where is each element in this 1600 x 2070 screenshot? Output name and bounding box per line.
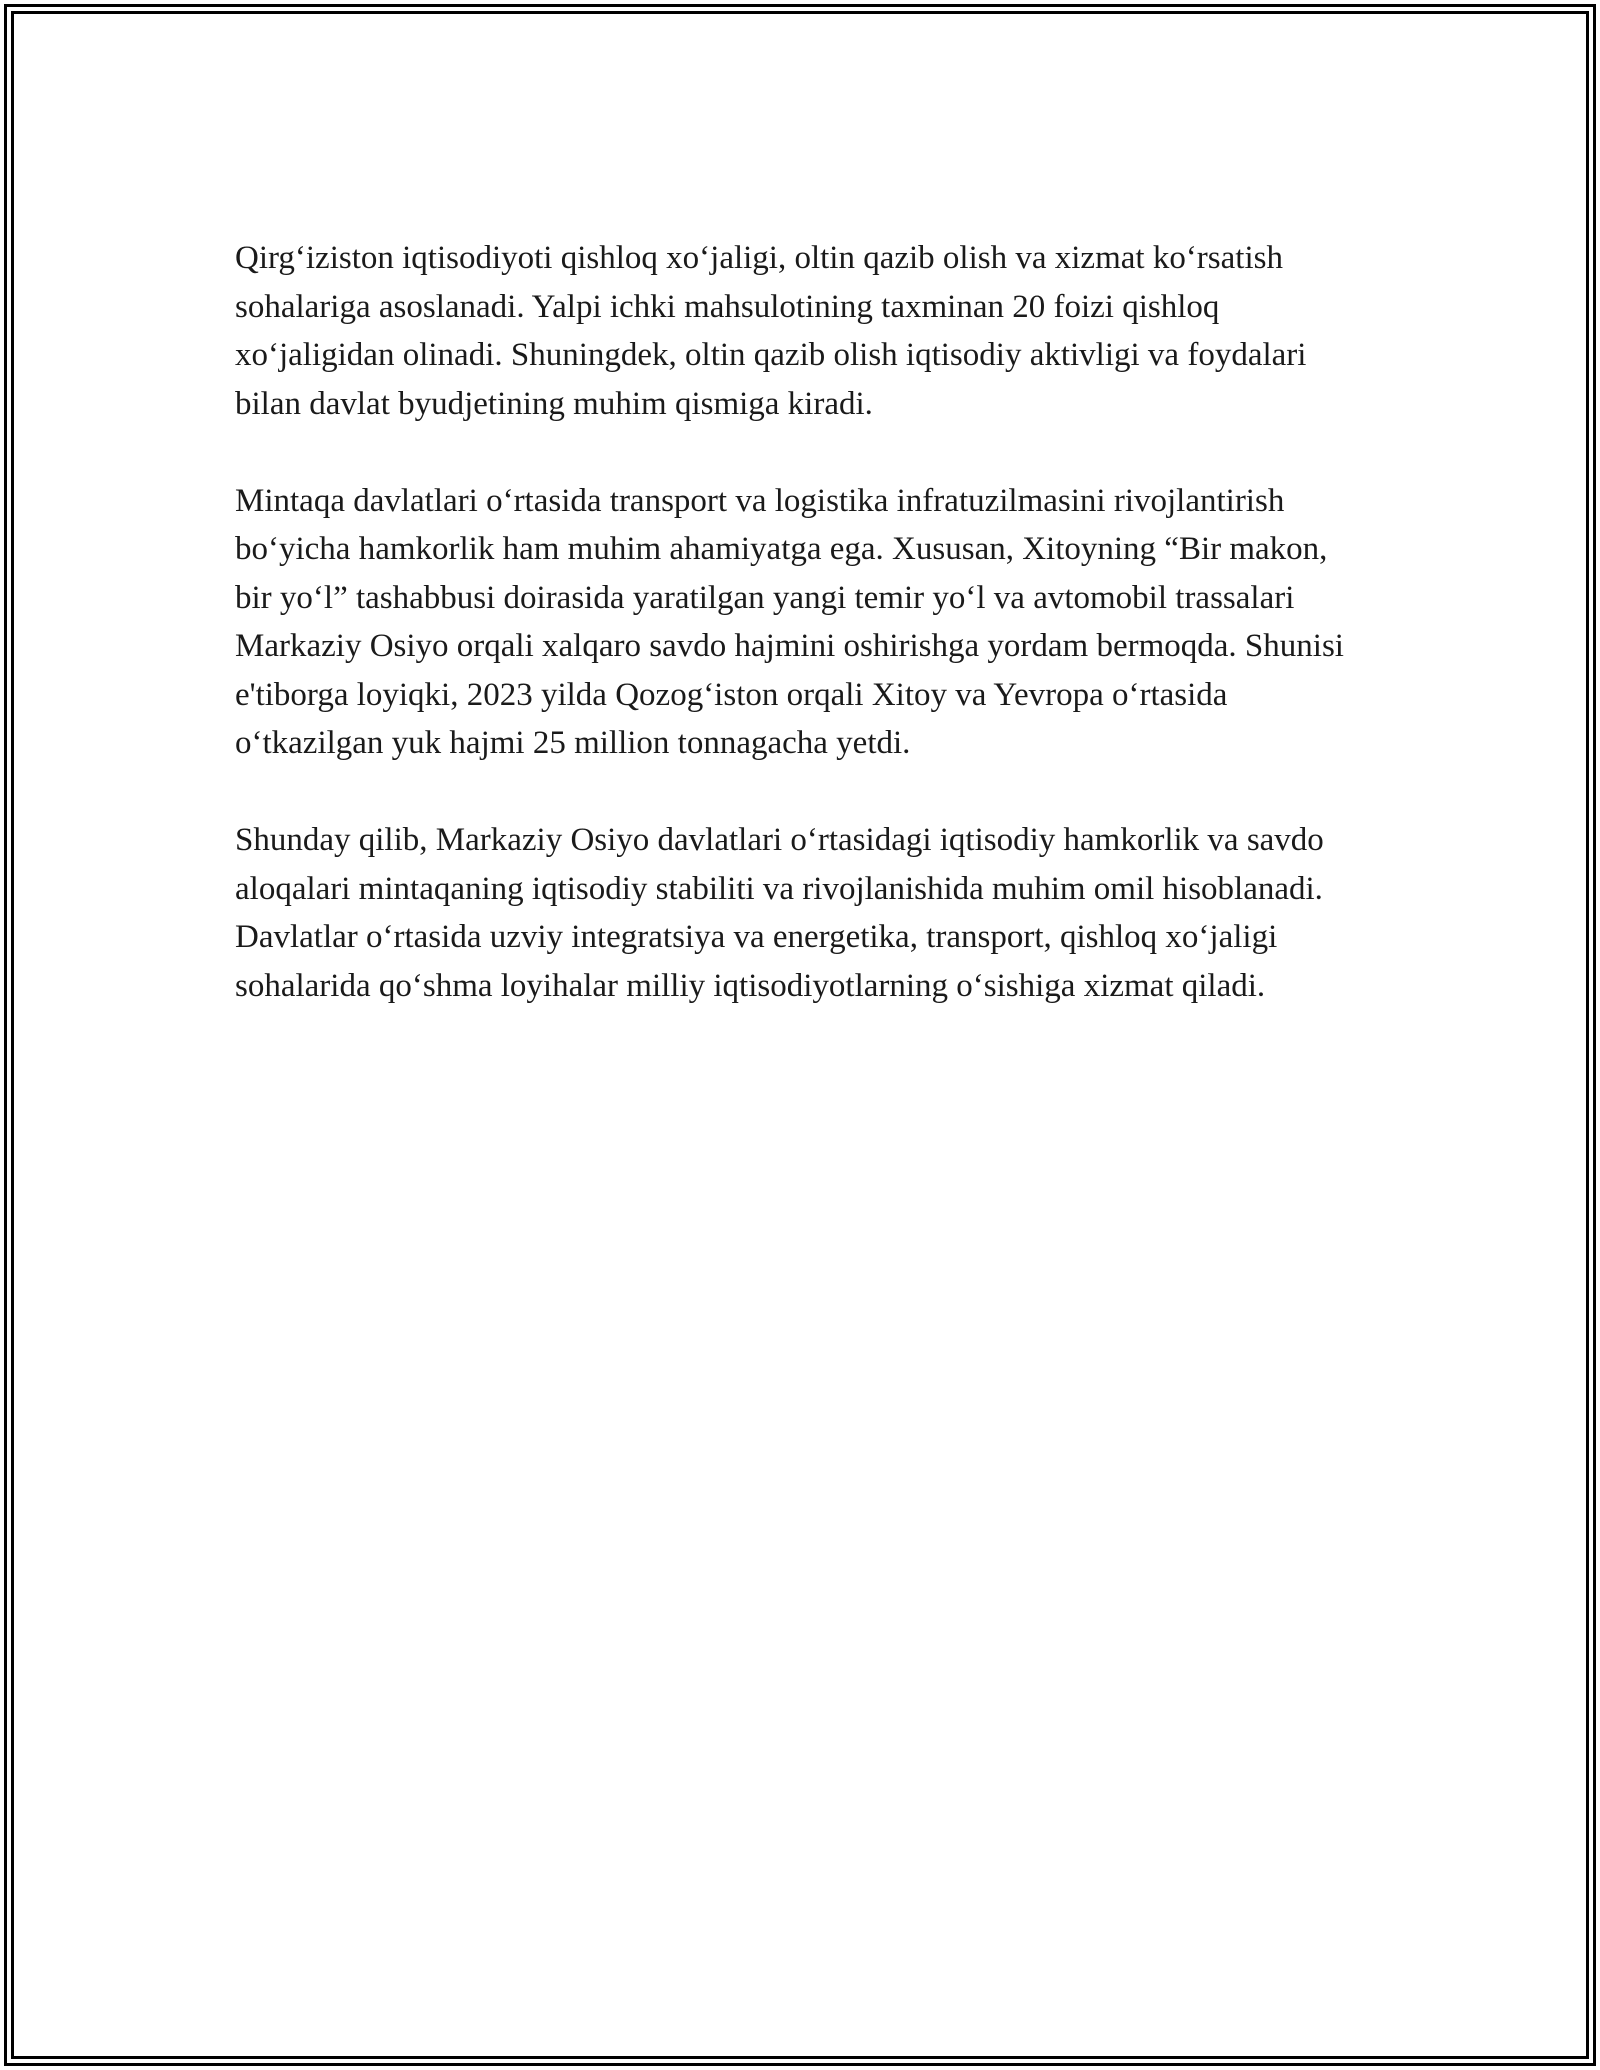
paragraph-economy-kyrgyzstan: Qirg‘iziston iqtisodiyoti qishloq xo‘jaligi, oltin qazib olish va xizmat ko‘rsatish sohalariga asoslanadi. Yalpi ichki mahsulotining taxminan 20 foizi qishloq xo‘jaligidan olinadi. Shuningdek, oltin qazib olish iqtisodiy aktivligi va foydalari bilan davlat byudjetining muhim qismiga kiradi. — [235, 240, 1307, 422]
paragraph-conclusion: Shunday qilib, Markaziy Osiyo davlatlari o‘rtasidagi iqtisodiy hamkorlik va savdo aloqalari mintaqaning iqtisodiy stabiliti va rivojlanishida muhim omil hisoblanadi. Davlatlar o‘rtasida uzviy integratsiya va energetika, transport, qishloq xo‘jaligi sohalarida qo‘shma loyihalar milliy iqtisodiyotlarning o‘sishiga xizmat qiladi. — [235, 822, 1324, 1004]
paragraph-transport-logistics: Mintaqa davlatlari o‘rtasida transport va logistika infratuzilmasini rivojlantirish bo‘yicha hamkorlik ham muhim ahamiyatga ega. Xususan, Xitoyning “Bir makon, bir yo‘l” tashabbusi doirasida yaratilgan yangi temir yo‘l va avtomobil trassalari Markaziy Osiyo orqali xalqaro savdo hajmini oshirishga yordam bermoqda. Shunisi e'tiborga loyiqki, 2023 yilda Qozog‘iston orqali Xitoy va Yevropa o‘rtasida o‘tkazilgan yuk hajmi 25 million tonnagacha yetdi. — [235, 482, 1344, 761]
document-body — [235, 234, 1365, 1059]
